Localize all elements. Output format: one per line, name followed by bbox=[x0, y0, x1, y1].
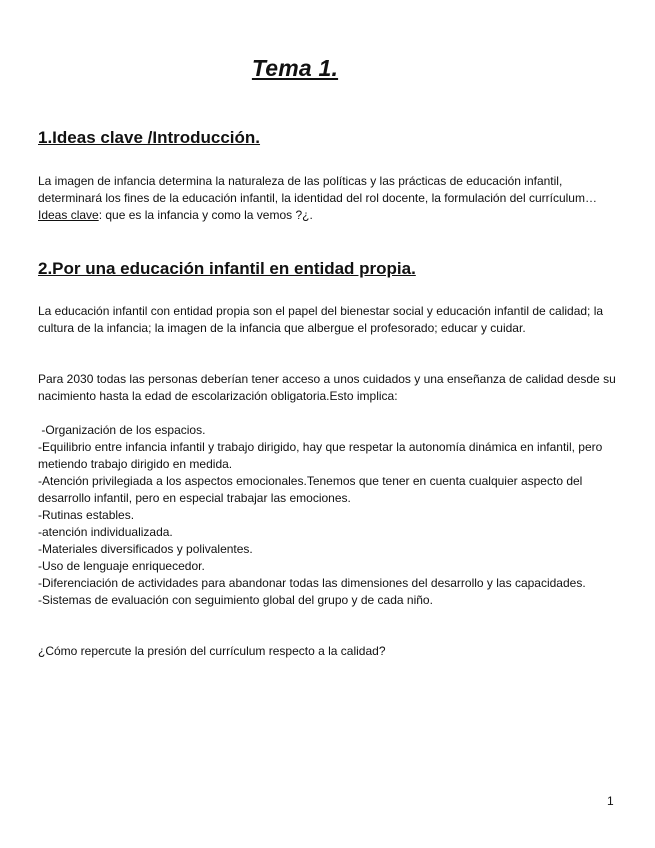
section-1-paragraph: La imagen de infancia determina la naturaleza de las políticas y las prácticas de educación infantil, determinará los fines de la educación infantil, la identidad del rol docente, la formulación del currículum… bbox=[38, 174, 597, 205]
section-2-paragraph-1: La educación infantil con entidad propia son el papel del bienestar social y educación infantil de calidad; la cultura de la infancia; la imagen de la infancia que albergue el profesorado; educar y cuidar. bbox=[38, 304, 604, 335]
page-title: Tema 1. bbox=[251, 55, 339, 81]
ideas-clave-label: Ideas clave bbox=[38, 208, 99, 222]
closing-question: ¿Cómo repercute la presión del currículum respecto a la calidad? bbox=[38, 644, 386, 658]
implications-list bbox=[38, 422, 623, 609]
page-number: 1 bbox=[607, 794, 614, 808]
section-1-heading: 1.Ideas clave /Introducción. bbox=[38, 128, 261, 147]
list-item: -Rutinas estables. bbox=[38, 508, 135, 522]
list-item: -Materiales diversificados y polivalentes. bbox=[38, 542, 253, 556]
list-item: -Diferenciación de actividades para abandonar todas las dimensiones del desarrollo y las capacidades. bbox=[38, 576, 586, 590]
ideas-clave-text: : que es la infancia y como la vemos ?¿. bbox=[98, 208, 313, 222]
list-item: -Uso de lenguaje enriquecedor. bbox=[38, 559, 205, 573]
ideas-clave-line bbox=[38, 207, 623, 224]
section-1-body bbox=[38, 173, 623, 224]
section-2-heading: 2.Por una educación infantil en entidad propia. bbox=[38, 259, 416, 278]
list-item: -Sistemas de evaluación con seguimiento global del grupo y de cada niño. bbox=[38, 593, 433, 607]
list-item: -Organización de los espacios. bbox=[38, 423, 206, 437]
section-2-paragraph-2: Para 2030 todas las personas deberían tener acceso a unos cuidados y una enseñanza de calidad desde su nacimiento hasta la edad de escolarización obligatoria.Esto implica: bbox=[38, 372, 616, 403]
list-item: -Equilibrio entre infancia infantil y trabajo dirigido, hay que respetar la autonomía dinámica en infantil, pero metiendo trabajo dirigido en medida. bbox=[38, 440, 603, 471]
list-item: -Atención privilegiada a los aspectos emocionales.Tenemos que tener en cuenta cualquier aspecto del desarrollo infantil, pero en especial trabajar las emociones. bbox=[38, 474, 583, 505]
list-item: -atención individualizada. bbox=[38, 525, 173, 539]
